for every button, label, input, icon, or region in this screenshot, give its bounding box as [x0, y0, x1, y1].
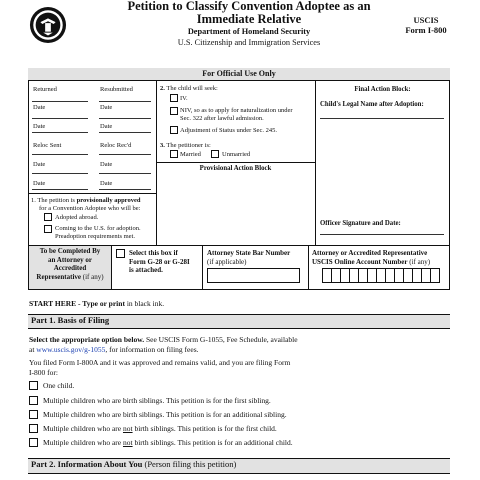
option-not-siblings-additional-label: Multiple children who are not birth siblings. This petition is for an additional child. [43, 438, 293, 447]
field-line[interactable] [32, 189, 88, 190]
divider [111, 245, 112, 290]
field-line[interactable] [99, 101, 151, 102]
divider [202, 245, 203, 290]
coming-to-us-checkbox[interactable] [44, 225, 52, 233]
niv-checkbox[interactable] [170, 107, 178, 115]
g28-label: Select this box if Form G-28 or G-28I is attached. [129, 249, 190, 274]
legal-name-line[interactable] [320, 118, 444, 119]
field-line[interactable] [32, 154, 88, 155]
adopted-abroad-label: Adopted abroad. [55, 214, 99, 221]
adjustment-status-checkbox[interactable] [170, 126, 178, 134]
option-siblings-additional-label: Multiple children who are birth siblings. This petition is for an additional sibling. [43, 410, 287, 419]
option-one-child-checkbox[interactable] [29, 381, 38, 390]
field-line[interactable] [32, 101, 88, 102]
iv-checkbox[interactable] [170, 94, 178, 102]
date-label: Date [100, 123, 113, 130]
option-siblings-additional-checkbox[interactable] [29, 410, 38, 419]
form-id: USCIS Form I-800 [405, 15, 447, 35]
field-line[interactable] [99, 132, 151, 133]
online-account-label: Attorney or Accredited Representative USCIS Online Account Number (if any) [312, 249, 431, 266]
date-label: Date [33, 104, 46, 111]
petitioner-is-label: 3. The petitioner is: [160, 142, 211, 149]
niv-label: NIV, so as to apply for naturalization under Sec. 322 after lawful admission. [180, 107, 293, 122]
divider [308, 245, 309, 290]
option-one-child-label: One child. [43, 381, 75, 390]
start-here-instruction: START HERE - Type or print in black ink. [29, 299, 165, 308]
adjustment-status-label: Adjustment of Status under Sec. 245. [180, 127, 277, 134]
department-name: Department of Homeland Security [187, 27, 311, 36]
part1-heading: Part 1. Basis of Filing [31, 315, 110, 325]
adopted-abroad-checkbox[interactable] [44, 213, 52, 221]
reloc-recd-label: Reloc Rec'd [100, 142, 132, 149]
field-line[interactable] [32, 132, 88, 133]
unmarried-label: Unmarried [222, 151, 251, 158]
officer-signature-line[interactable] [320, 234, 444, 235]
option-not-siblings-first-checkbox[interactable] [29, 424, 38, 433]
provisional-action-block-label: Provisional Action Block [199, 165, 272, 172]
date-label: Date [100, 161, 113, 168]
agency-name: U.S. Citizenship and Immigration Services [177, 38, 321, 47]
final-action-block-label: Final Action Block: [354, 86, 411, 93]
coming-to-us-label: Coming to the U.S. for adoption. Preadoption requirements met. [55, 225, 141, 240]
state-bar-input[interactable] [207, 268, 300, 283]
divider [28, 193, 156, 194]
field-line[interactable] [32, 173, 88, 174]
g28-attached-checkbox[interactable] [116, 249, 125, 258]
resubmitted-label: Resubmitted [100, 86, 133, 93]
state-bar-label: Attorney State Bar Number (if applicable) [207, 249, 291, 266]
part1-instruction: Select the appropriate option below. See USCIS Form G-1055, Fee Schedule, available at www.uscis.gov/g-1055, for information on filing fees. [29, 335, 298, 354]
legal-name-label: Child's Legal Name after Adoption: [320, 101, 424, 108]
online-account-input[interactable] [322, 268, 440, 283]
you-filed-text: You filed Form I-800A and it was approved and remains valid, and you are filing Form I-800 for: [29, 358, 291, 377]
date-label: Date [100, 180, 113, 187]
officer-signature-label: Officer Signature and Date: [320, 220, 401, 227]
fee-schedule-link[interactable]: www.uscis.gov/g-1055 [36, 345, 106, 354]
field-line[interactable] [32, 118, 88, 119]
returned-label: Returned [33, 86, 57, 93]
option-siblings-first-checkbox[interactable] [29, 396, 38, 405]
option-not-siblings-additional-checkbox[interactable] [29, 438, 38, 447]
attorney-completed-by: To be Completed By an Attorney or Accredited Representative (if any) [36, 247, 104, 281]
married-checkbox[interactable] [170, 150, 178, 158]
field-line[interactable] [99, 173, 151, 174]
provisional-approval-text: 1. The petition is provisionally approved for a Convention Adoptee who will be: [31, 197, 141, 212]
option-not-siblings-first-label: Multiple children who are not birth siblings. This petition is for the first child. [43, 424, 277, 433]
date-label: Date [33, 180, 46, 187]
iv-label: IV. [180, 95, 188, 102]
official-use-heading: For Official Use Only [28, 68, 450, 81]
date-label: Date [100, 104, 113, 111]
field-line[interactable] [99, 118, 151, 119]
part2-heading: Part 2. Information About You (Person filing this petition) [31, 459, 237, 469]
divider [156, 162, 315, 163]
unmarried-checkbox[interactable] [211, 150, 219, 158]
field-line[interactable] [99, 154, 151, 155]
form-title: Petition to Classify Convention Adoptee as an Immediate Relative [127, 0, 371, 26]
option-siblings-first-label: Multiple children who are birth siblings. This petition is for the first sibling. [43, 396, 271, 405]
reloc-sent-label: Reloc Sent [33, 142, 62, 149]
date-label: Date [33, 123, 46, 130]
child-will-seek-label: 2. The child will seek: [160, 85, 218, 92]
divider [156, 81, 157, 245]
married-label: Married [180, 151, 201, 158]
date-label: Date [33, 161, 46, 168]
divider [315, 81, 316, 245]
dhs-seal-icon [29, 6, 67, 44]
field-line[interactable] [99, 189, 151, 190]
